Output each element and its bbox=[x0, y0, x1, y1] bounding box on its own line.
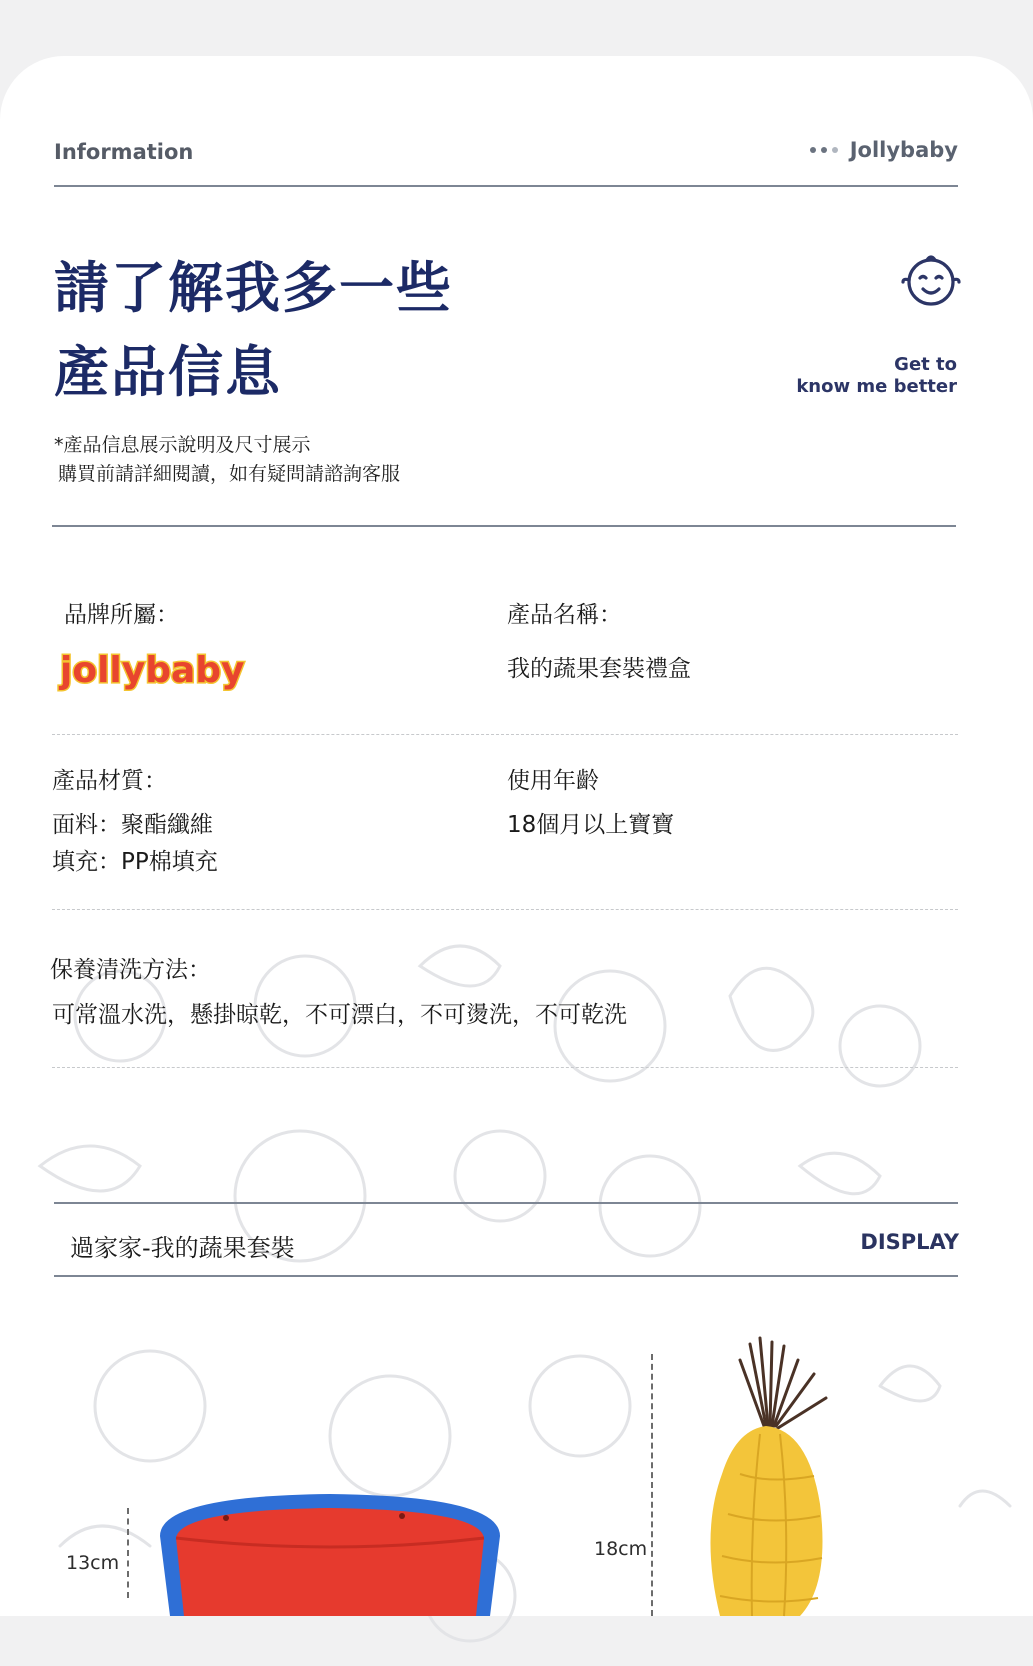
corn-image bbox=[680, 1334, 850, 1616]
hero-title-line1: 請了解我多一些 bbox=[54, 256, 454, 320]
tagline-line2: know me better bbox=[796, 376, 957, 397]
tagline bbox=[796, 354, 957, 398]
jollybaby-logo bbox=[56, 638, 245, 696]
product-name-label: 產品名稱： bbox=[507, 602, 622, 628]
display-section-title: 過家家-我的蔬果套裝 bbox=[70, 1234, 295, 1262]
header-divider bbox=[54, 185, 958, 187]
row-divider bbox=[52, 734, 958, 735]
dots-icon bbox=[810, 147, 838, 153]
care-label: 保養清洗方法： bbox=[50, 957, 211, 983]
brand-label: 品牌所屬： bbox=[64, 602, 179, 628]
basket-image bbox=[140, 1476, 520, 1616]
brand-name: Jollybaby bbox=[849, 138, 958, 162]
row-divider bbox=[52, 1067, 958, 1068]
note-line1: *產品信息展示說明及尺寸展示 bbox=[54, 434, 311, 456]
material-label: 產品材質： bbox=[52, 768, 167, 794]
tagline-line1: Get to bbox=[894, 354, 957, 375]
brand-header bbox=[810, 138, 958, 162]
notes-divider bbox=[52, 525, 956, 527]
material-fabric: 面料：聚酯纖維 bbox=[52, 812, 213, 838]
note-line2: 購買前請詳細閱讀，如有疑問請諮詢客服 bbox=[58, 463, 401, 485]
row-divider bbox=[52, 909, 958, 910]
basket-dimension: 13cm bbox=[66, 1552, 120, 1574]
corn-dimension-line bbox=[651, 1354, 653, 1616]
information-label: Information bbox=[54, 140, 194, 164]
logo-text: jollybaby bbox=[60, 650, 245, 691]
basket-dimension-line bbox=[127, 1508, 129, 1598]
content-card bbox=[0, 56, 1033, 1616]
product-name-value: 我的蔬果套裝禮盒 bbox=[507, 656, 691, 682]
material-fill: 填充：PP棉填充 bbox=[52, 849, 218, 875]
age-label: 使用年齡 bbox=[507, 768, 599, 794]
display-divider-bottom bbox=[54, 1275, 958, 1277]
age-value: 18個月以上寶寶 bbox=[507, 812, 675, 838]
display-tag: DISPLAY bbox=[860, 1230, 959, 1254]
baby-face-icon bbox=[899, 252, 963, 316]
corn-dimension: 18cm bbox=[594, 1538, 648, 1560]
hero-title-line2: 產品信息 bbox=[54, 340, 283, 404]
care-value: 可常溫水洗，懸掛晾乾，不可漂白，不可燙洗，不可乾洗 bbox=[52, 1002, 627, 1028]
display-divider-top bbox=[54, 1202, 958, 1204]
